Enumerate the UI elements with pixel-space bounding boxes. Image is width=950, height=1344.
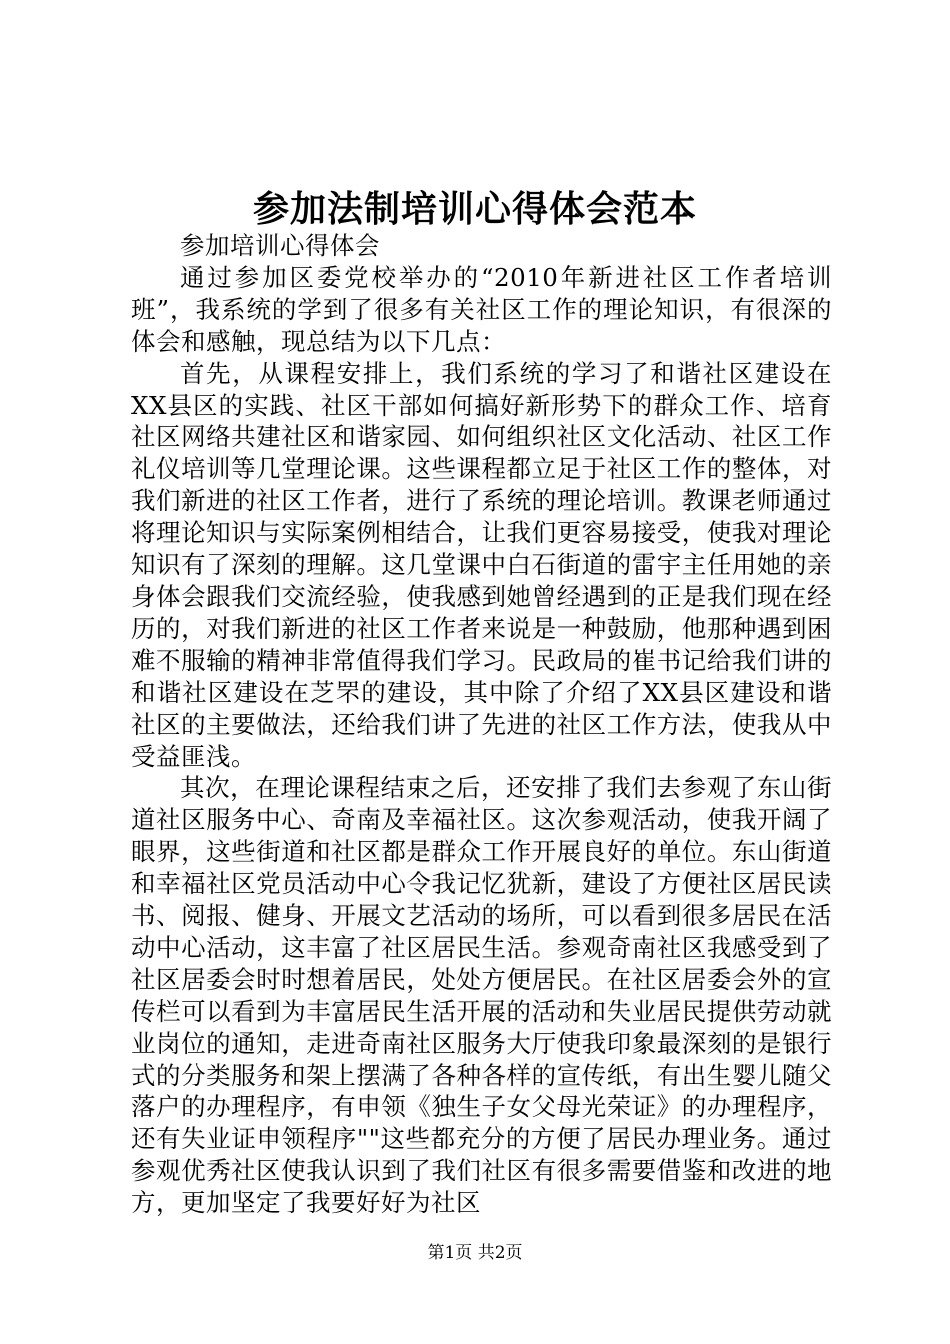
paragraph-first: 首先，从课程安排上，我们系统的学习了和谐社区建设在XX县区的实践、社区干部如何搞好新形势下的群众工作、培育社区网络共建社区和谐家园、如何组织社区文化活动、社区工作礼仪培训等几堂理论课。这些课程都立足于社区工作的整体，对我们新进的社区工作者，进行了系统的理论培训。教课老师通过将理论知识与实际案例相结合，让我们更容易接受，使我对理论知识有了深刻的理解。这几堂课中白石街道的雷宇主任用她的亲身体会跟我们交流经验，使我感到她曾经遇到的正是我们现在经历的，对我们新进的社区工作者来说是一种鼓励，他那种遇到困难不服输的精神非常值得我们学习。民政局的崔书记给我们讲的和谐社区建设在芝罘的建设，其中除了介绍了XX县区建设和谐社区的主要做法，还给我们讲了先进的社区工作方法，使我从中受益匪浅。 — [131, 358, 832, 771]
document-body — [131, 230, 832, 1219]
paragraph-second: 其次，在理论课程结束之后，还安排了我们去参观了东山街道社区服务中心、奇南及幸福社区。这次参观活动，使我开阔了眼界，这些街道和社区都是群众工作开展良好的单位。东山街道和幸福社区党员活动中心令我记忆犹新，建设了方便社区居民读书、阅报、健身、开展文艺活动的场所，可以看到很多居民在活动中心活动，这丰富了社区居民生活。参观奇南社区我感受到了社区居委会时时想着居民，处处方便居民。在社区居委会外的宣传栏可以看到为丰富居民生活开展的活动和失业居民提供劳动就业岗位的通知，走进奇南社区服务大厅使我印象最深刻的是银行式的分类服务和架上摆满了各种各样的宣传纸，有出生婴儿随父落户的办理程序，有申领《独生子女父母光荣证》的办理程序，还有失业证申领程序""这些都充分的方便了居民办理业务。通过参观优秀社区使我认识到了我们社区有很多需要借鉴和改进的地方，更加坚定了我要好好为社区 — [131, 773, 832, 1218]
document-title: 参加法制培训心得体会范本 — [252, 188, 697, 230]
paragraph-intro: 通过参加区委党校举办的“2010年新进社区工作者培训班”，我系统的学到了很多有关社区工作的理论知识，有很深的体会和感触，现总结为以下几点： — [131, 262, 832, 356]
page-number: 第1页 共2页 — [427, 1243, 523, 1263]
subtitle: 参加培训心得体会 — [180, 231, 380, 260]
